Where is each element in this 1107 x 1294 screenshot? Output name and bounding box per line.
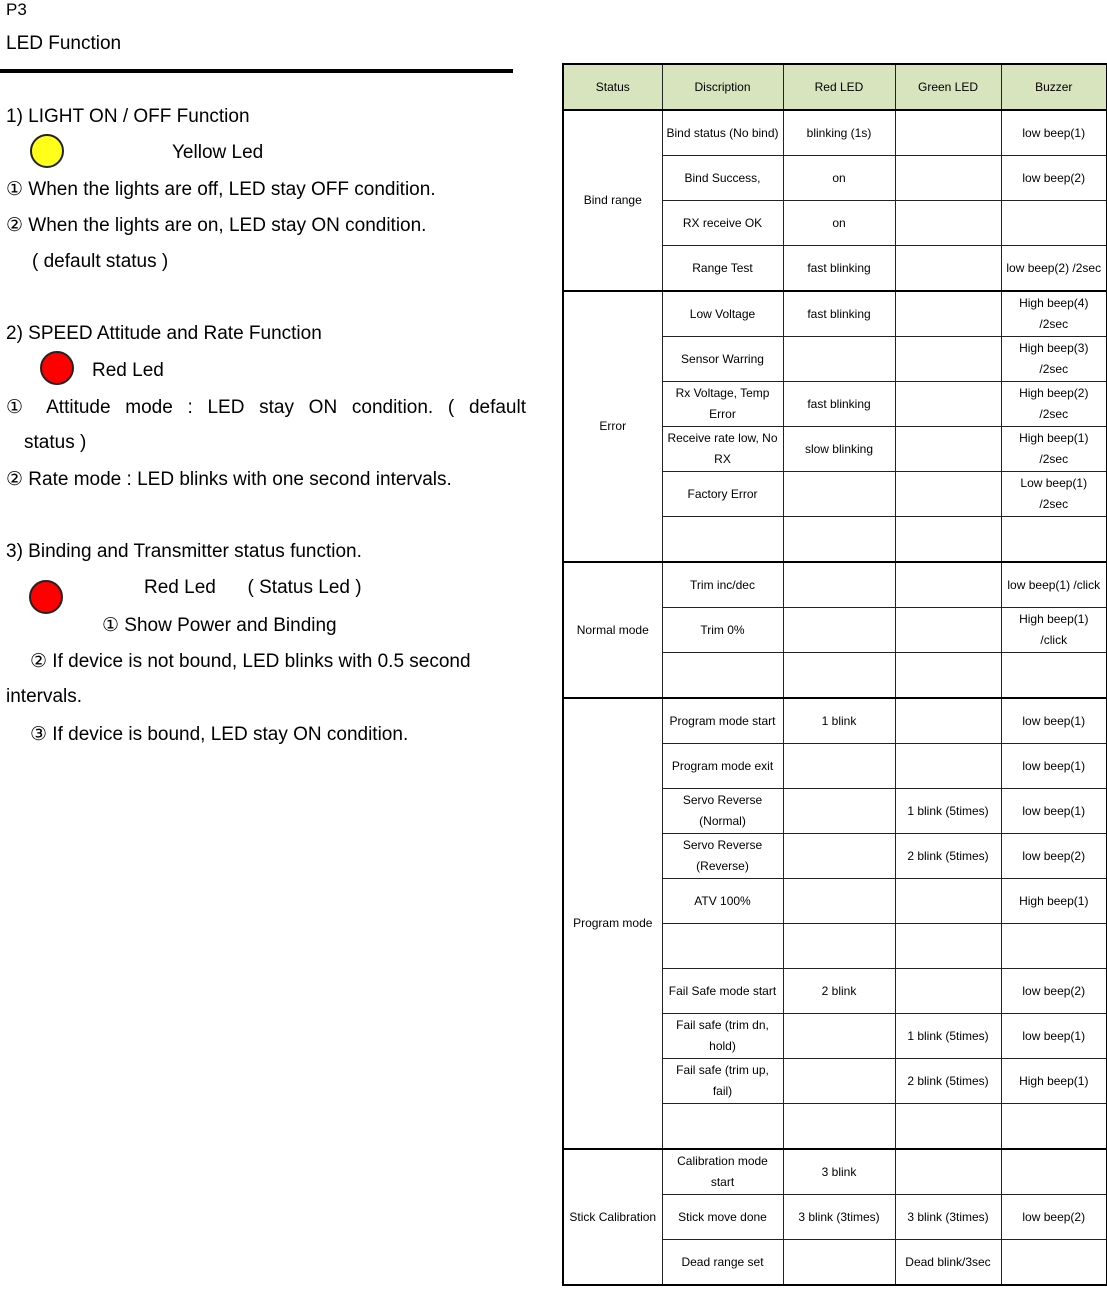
red-led-cell: 2 blink	[783, 969, 895, 1014]
description-cell: Low Voltage	[662, 291, 783, 337]
green-led-cell	[895, 924, 1001, 969]
green-led-cell	[895, 201, 1001, 246]
description-cell: Bind Success,	[662, 156, 783, 201]
description-cell: RX receive OK	[662, 201, 783, 246]
header-description: Discription	[662, 64, 783, 110]
green-led-cell	[895, 1104, 1001, 1150]
description-cell	[662, 1104, 783, 1150]
buzzer-cell	[1001, 517, 1107, 563]
green-led-cell	[895, 382, 1001, 427]
green-led-cell: 1 blink (5times)	[895, 789, 1001, 834]
buzzer-cell	[1001, 653, 1107, 699]
buzzer-cell: low beep(1)	[1001, 1014, 1107, 1059]
red-led-cell	[783, 472, 895, 517]
red-led-cell	[783, 834, 895, 879]
description-cell	[662, 653, 783, 699]
section1-heading: 1) LIGHT ON / OFF Function	[6, 106, 250, 127]
red-led-cell: on	[783, 201, 895, 246]
buzzer-cell: High beep(2) /2sec	[1001, 382, 1107, 427]
section3-line1: ① Show Power and Binding	[102, 615, 337, 636]
red-led-cell	[783, 517, 895, 563]
table-row	[563, 291, 1107, 337]
buzzer-cell	[1001, 924, 1107, 969]
red-led-cell: 3 blink (3times)	[783, 1195, 895, 1240]
section2-line1b: status )	[24, 432, 87, 453]
red-led-cell: fast blinking	[783, 382, 895, 427]
section2-heading: 2) SPEED Attitude and Rate Function	[6, 323, 322, 344]
green-led-cell: Dead blink/3sec	[895, 1240, 1001, 1286]
yellow-led-icon	[30, 134, 64, 168]
green-led-cell	[895, 653, 1001, 699]
buzzer-cell: High beep(1) /click	[1001, 608, 1107, 653]
red-led-cell: fast blinking	[783, 291, 895, 337]
section3-line2: ② If device is not bound, LED blinks with 0.5 second	[30, 651, 471, 672]
description-cell: Servo Reverse (Normal)	[662, 789, 783, 834]
red-led-cell	[783, 1240, 895, 1286]
buzzer-cell: low beep(2) /2sec	[1001, 246, 1107, 292]
table-body	[563, 110, 1107, 1285]
section3-led-label: Red Led ( Status Led )	[144, 577, 362, 598]
green-led-cell	[895, 246, 1001, 292]
red-led-cell: slow blinking	[783, 427, 895, 472]
red-led-cell: fast blinking	[783, 246, 895, 292]
description-cell: Fail Safe mode start	[662, 969, 783, 1014]
description-cell	[662, 517, 783, 563]
page-number: P3	[6, 0, 27, 19]
green-led-cell	[895, 110, 1001, 156]
red-led-icon	[40, 351, 74, 385]
page-title: LED Function	[6, 33, 122, 54]
description-cell: Fail safe (trim up, fail)	[662, 1059, 783, 1104]
green-led-cell	[895, 562, 1001, 608]
red-led-cell	[783, 924, 895, 969]
buzzer-cell	[1001, 201, 1107, 246]
buzzer-cell: low beep(1) /click	[1001, 562, 1107, 608]
description-cell: Range Test	[662, 246, 783, 292]
green-led-cell	[895, 698, 1001, 744]
red-led-cell	[783, 1104, 895, 1150]
section3-line2b: intervals.	[6, 686, 83, 707]
section1-led-label: Yellow Led	[172, 142, 264, 163]
description-cell: Trim inc/dec	[662, 562, 783, 608]
red-led-cell	[783, 1014, 895, 1059]
section1-line3: ( default status )	[32, 251, 169, 272]
green-led-cell: 3 blink (3times)	[895, 1195, 1001, 1240]
table-row	[563, 698, 1107, 744]
description-cell: Trim 0%	[662, 608, 783, 653]
section1-line1: ① When the lights are off, LED stay OFF condition.	[6, 179, 436, 200]
red-led-cell	[783, 1059, 895, 1104]
description-cell: Sensor Warring	[662, 337, 783, 382]
section1-line2: ② When the lights are on, LED stay ON condition.	[6, 215, 427, 236]
green-led-cell	[895, 1149, 1001, 1195]
section3-heading: 3) Binding and Transmitter status function.	[6, 541, 362, 562]
green-led-cell	[895, 291, 1001, 337]
red-led-cell: 1 blink	[783, 698, 895, 744]
description-cell: Calibration mode start	[662, 1149, 783, 1195]
status-group-cell: Bind range	[563, 110, 662, 291]
red-led-cell	[783, 789, 895, 834]
header-buzzer: Buzzer	[1001, 64, 1107, 110]
buzzer-cell: High beep(1) /2sec	[1001, 427, 1107, 472]
section2-led-label: Red Led	[92, 360, 164, 381]
section3-line3: ③ If device is bound, LED stay ON condition.	[30, 724, 409, 745]
table-row	[563, 110, 1107, 156]
red-led-cell	[783, 608, 895, 653]
green-led-cell	[895, 969, 1001, 1014]
description-cell: Factory Error	[662, 472, 783, 517]
buzzer-cell: low beep(2)	[1001, 834, 1107, 879]
green-led-cell	[895, 744, 1001, 789]
buzzer-cell: low beep(2)	[1001, 969, 1107, 1014]
description-cell: Servo Reverse (Reverse)	[662, 834, 783, 879]
green-led-cell	[895, 608, 1001, 653]
buzzer-cell	[1001, 1149, 1107, 1195]
description-cell: ATV 100%	[662, 879, 783, 924]
description-cell: Program mode exit	[662, 744, 783, 789]
green-led-cell	[895, 517, 1001, 563]
green-led-cell	[895, 156, 1001, 201]
red-led-cell	[783, 879, 895, 924]
status-led-icon	[29, 580, 63, 614]
description-cell: Rx Voltage, Temp Error	[662, 382, 783, 427]
buzzer-cell: low beep(1)	[1001, 789, 1107, 834]
description-cell: Receive rate low, No RX	[662, 427, 783, 472]
description-cell: Bind status (No bind)	[662, 110, 783, 156]
buzzer-cell: low beep(1)	[1001, 110, 1107, 156]
buzzer-cell: low beep(2)	[1001, 1195, 1107, 1240]
header-green-led: Green LED	[895, 64, 1001, 110]
buzzer-cell: High beep(1)	[1001, 1059, 1107, 1104]
buzzer-cell: low beep(1)	[1001, 744, 1107, 789]
red-led-cell: blinking (1s)	[783, 110, 895, 156]
description-cell: Fail safe (trim dn, hold)	[662, 1014, 783, 1059]
red-led-cell	[783, 337, 895, 382]
buzzer-cell: High beep(1)	[1001, 879, 1107, 924]
table-header-row	[563, 64, 1107, 110]
section2-line1: ① Attitude mode : LED stay ON condition. ( default	[6, 397, 526, 418]
red-led-cell	[783, 653, 895, 699]
green-led-cell	[895, 879, 1001, 924]
red-led-cell	[783, 744, 895, 789]
description-cell: Dead range set	[662, 1240, 783, 1286]
buzzer-cell: High beep(4) /2sec	[1001, 291, 1107, 337]
led-status-table	[562, 63, 1107, 1286]
table-row	[563, 1149, 1107, 1195]
buzzer-cell	[1001, 1104, 1107, 1150]
buzzer-cell: High beep(3) /2sec	[1001, 337, 1107, 382]
green-led-cell: 2 blink (5times)	[895, 834, 1001, 879]
description-cell	[662, 924, 783, 969]
green-led-cell	[895, 337, 1001, 382]
red-led-cell	[783, 562, 895, 608]
red-led-cell: on	[783, 156, 895, 201]
description-cell: Stick move done	[662, 1195, 783, 1240]
buzzer-cell: low beep(2)	[1001, 156, 1107, 201]
header-status: Status	[563, 64, 662, 110]
red-led-cell: 3 blink	[783, 1149, 895, 1195]
green-led-cell: 1 blink (5times)	[895, 1014, 1001, 1059]
buzzer-cell	[1001, 1240, 1107, 1286]
section2-line2: ② Rate mode : LED blinks with one second intervals.	[6, 469, 452, 490]
title-divider	[0, 69, 513, 73]
green-led-cell	[895, 472, 1001, 517]
status-group-cell: Program mode	[563, 698, 662, 1149]
buzzer-cell: low beep(1)	[1001, 698, 1107, 744]
table-row	[563, 562, 1107, 608]
description-cell: Program mode start	[662, 698, 783, 744]
green-led-cell	[895, 427, 1001, 472]
status-group-cell: Error	[563, 291, 662, 562]
status-group-cell: Normal mode	[563, 562, 662, 698]
buzzer-cell: Low beep(1) /2sec	[1001, 472, 1107, 517]
header-red-led: Red LED	[783, 64, 895, 110]
status-group-cell: Stick Calibration	[563, 1149, 662, 1285]
green-led-cell: 2 blink (5times)	[895, 1059, 1001, 1104]
